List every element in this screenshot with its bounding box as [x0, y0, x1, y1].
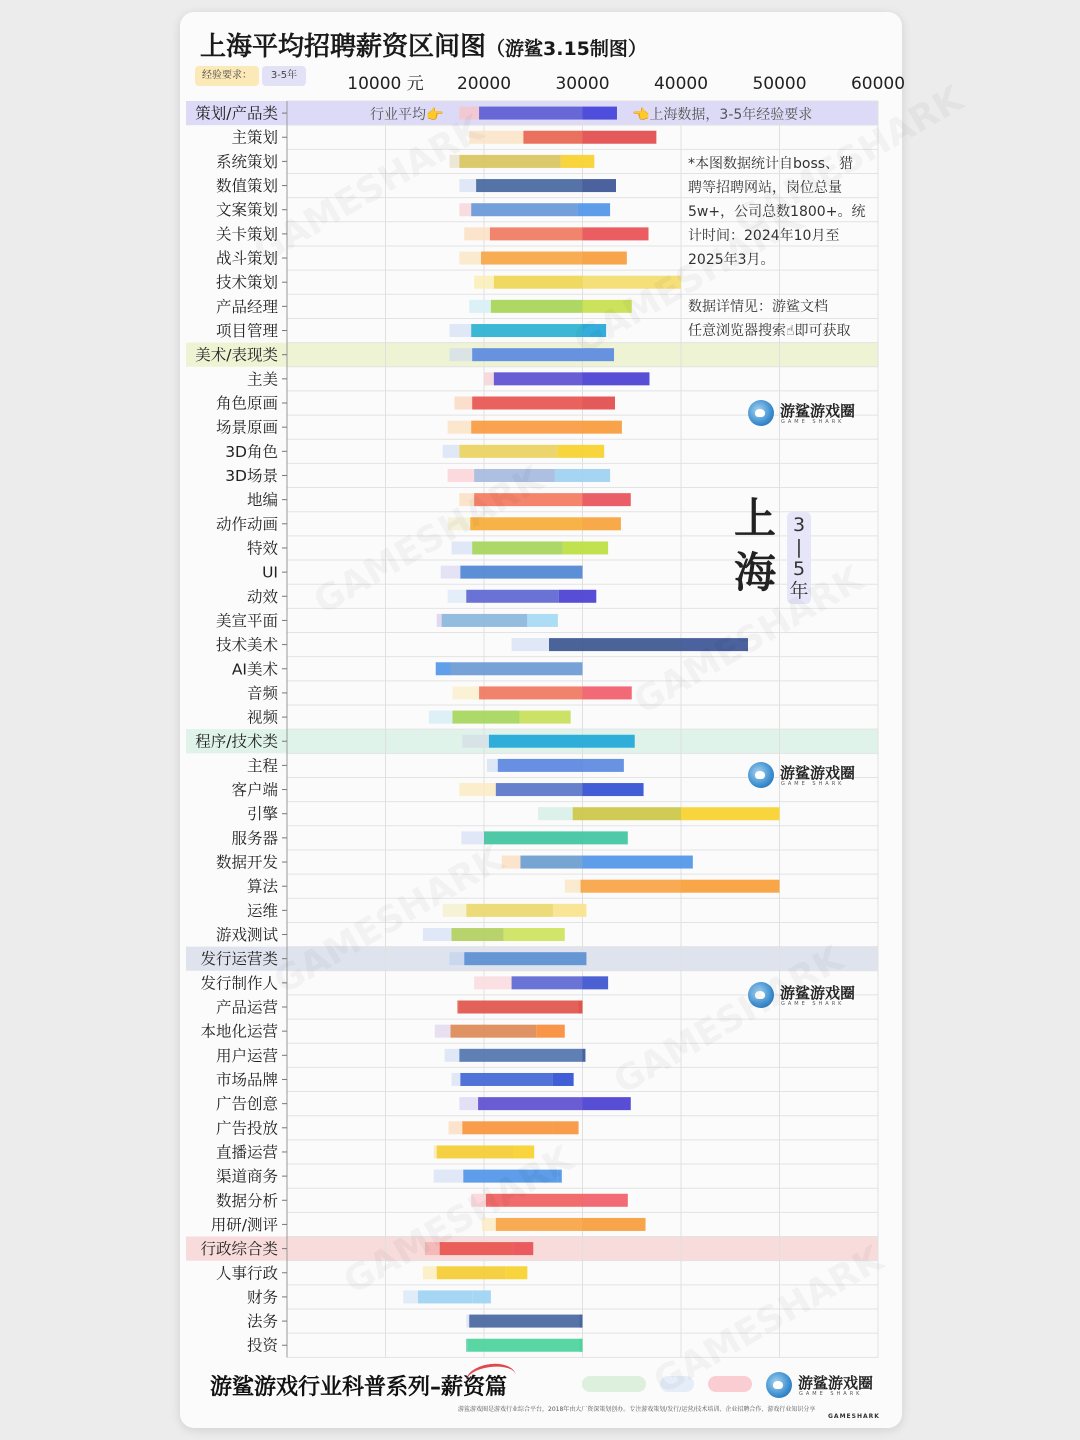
salary-low-bar	[491, 300, 583, 313]
footer-description: 游鲨游戏圈是游戏行业综合平台，2018年由大厂资深策划创办。专注游戏策划/发行/运营/技术培训、企业招聘合作、游戏行业知识分享	[458, 1406, 816, 1413]
salary-high-bar	[563, 541, 608, 554]
salary-high-bar	[681, 807, 780, 820]
gameshark-logo	[748, 398, 866, 430]
salary-high-bar	[580, 1315, 583, 1328]
salary-low-bar	[472, 348, 582, 361]
salary-low-bar	[451, 928, 503, 941]
chart-title-sub: （游鲨3.15制图）	[486, 38, 647, 60]
job-label: 战斗策划	[215, 249, 278, 268]
salary-low-bar	[467, 1339, 582, 1352]
industry-average-bar	[450, 348, 473, 361]
salary-low-bar	[494, 372, 583, 385]
x-tick-label: 10000 元	[347, 74, 424, 94]
salary-high-bar	[583, 421, 622, 434]
job-label: 客户端	[231, 781, 278, 800]
salary-high-bar	[583, 1218, 646, 1231]
industry-average-bar	[445, 1049, 460, 1062]
industry-average-bar	[436, 662, 451, 675]
search-hint-note: 任意浏览器搜索☝即可获取	[688, 323, 851, 339]
footer-logo	[766, 1370, 884, 1402]
industry-average-bar	[434, 1170, 464, 1183]
industry-average-bar	[423, 928, 452, 941]
x-tick-label: 60000	[850, 74, 906, 94]
salary-high-bar	[559, 590, 596, 603]
job-label: 引擎	[246, 805, 278, 824]
x-tick-label: 20000	[456, 74, 512, 94]
job-label: 文案策划	[215, 201, 278, 220]
city-vertical-label	[732, 492, 778, 600]
industry-average-bar	[450, 324, 472, 337]
job-label: 系统策划	[215, 152, 278, 171]
salary-low-bar	[466, 590, 559, 603]
industry-average-bar	[459, 203, 471, 216]
job-label: 本地化运营	[200, 1022, 278, 1041]
salary-high-bar	[519, 711, 570, 724]
salary-low-bar	[496, 783, 583, 796]
salary-low-bar	[472, 541, 563, 554]
logo-en: GAME SHARK	[781, 1001, 845, 1007]
industry-average-bar	[448, 469, 475, 482]
industry-average-bar	[459, 783, 495, 796]
salary-high-bar	[514, 1242, 534, 1255]
category-label: 发行运营类	[200, 950, 278, 969]
gameshark-logo	[748, 760, 866, 792]
industry-average-bar	[487, 759, 498, 772]
job-label: 运维	[246, 901, 278, 920]
salary-low-bar	[489, 735, 583, 748]
salary-low-bar	[494, 276, 583, 289]
salary-low-bar	[479, 686, 582, 699]
job-label: 法务	[246, 1312, 278, 1331]
salary-high-bar	[583, 1049, 586, 1062]
salary-low-bar	[459, 155, 560, 168]
salary-low-bar	[458, 1001, 582, 1014]
blurred-badge	[582, 1376, 646, 1392]
salary-high-bar	[583, 1194, 628, 1207]
shanghai-data-annotation: 👈上海数据，3-5年经验要求	[632, 107, 813, 123]
industry-average-bar	[448, 590, 467, 603]
job-label: 渠道商务	[215, 1167, 278, 1186]
shark-logo-icon	[766, 1372, 792, 1398]
x-tick-label: 40000	[653, 74, 709, 94]
salary-high-bar	[527, 614, 558, 627]
salary-low-bar	[484, 831, 583, 844]
salary-low-bar	[452, 711, 519, 724]
shark-logo-icon	[748, 762, 774, 788]
logo-en: GAME SHARK	[781, 419, 845, 425]
industry-average-bar	[474, 976, 511, 989]
salary-high-bar	[553, 1073, 574, 1086]
salary-high-bar	[583, 686, 632, 699]
exp-char: 年	[789, 580, 809, 602]
salary-high-bar	[583, 179, 616, 192]
note-line: 计时间：2024年10月至	[688, 228, 840, 244]
industry-average-bar	[466, 1315, 469, 1328]
job-label: 动效	[246, 587, 278, 606]
salary-low-bar	[549, 638, 681, 651]
industry-average-bar	[434, 1145, 437, 1158]
salary-low-bar	[418, 1290, 472, 1303]
salary-low-bar	[472, 397, 582, 410]
category-label: 行政综合类	[200, 1240, 278, 1259]
job-label: 人事行政	[215, 1264, 278, 1283]
salary-low-bar	[466, 904, 553, 917]
salary-low-bar	[437, 1266, 506, 1279]
salary-low-bar	[460, 1073, 553, 1086]
industry-average-bar	[448, 421, 472, 434]
salary-low-bar	[573, 807, 681, 820]
industry-average-bar	[459, 1097, 478, 1110]
job-label: 地编	[246, 491, 278, 510]
chart-title-main: 上海平均招聘薪资区间图	[200, 32, 487, 62]
salary-high-bar	[553, 904, 586, 917]
industry-average-bar	[565, 880, 581, 893]
job-label: 数据开发	[215, 853, 278, 872]
salary-low-bar	[512, 976, 583, 989]
job-label: 广告投放	[215, 1119, 278, 1138]
job-label: 数值策划	[215, 177, 278, 196]
salary-high-bar	[583, 397, 616, 410]
salary-high-bar	[583, 493, 631, 506]
industry-average-bar	[466, 1339, 467, 1352]
salary-low-bar	[462, 1121, 553, 1134]
salary-high-bar	[561, 155, 594, 168]
salary-high-bar	[506, 1266, 528, 1279]
salary-high-bar	[681, 880, 780, 893]
footer-series-title: 游鲨游戏行业科普系列–薪资篇	[210, 1375, 508, 1400]
salary-high-bar	[583, 856, 693, 869]
salary-high-bar	[583, 831, 628, 844]
exp-char: 3	[792, 514, 806, 536]
industry-average-bar	[443, 445, 460, 458]
job-label: 广告创意	[215, 1095, 278, 1114]
industry-average-bar	[435, 1025, 451, 1038]
industry-average-bar	[457, 1001, 458, 1014]
industry-average-bar	[441, 566, 461, 579]
category-label: 程序/技术类	[195, 732, 278, 751]
salary-high-bar	[504, 928, 565, 941]
salary-low-bar	[523, 131, 582, 144]
footer-brand: GAMESHARK	[828, 1413, 880, 1420]
job-label: 投资	[246, 1336, 278, 1355]
industry-average-bar	[423, 1266, 437, 1279]
salary-low-bar	[459, 445, 558, 458]
industry-average-bar	[450, 952, 465, 965]
blurred-badge	[708, 1376, 752, 1392]
experience-label: 经验要求：	[195, 66, 259, 86]
salary-low-bar	[464, 952, 549, 965]
salary-high-bar	[578, 203, 611, 216]
salary-high-bar	[583, 976, 609, 989]
salary-high-bar	[583, 252, 627, 265]
industry-average-bar	[403, 1290, 418, 1303]
job-label: 游戏测试	[215, 926, 278, 945]
job-label: 特效	[246, 539, 278, 558]
salary-low-bar	[437, 1145, 514, 1158]
salary-low-bar	[479, 107, 582, 120]
job-label: 产品经理	[215, 297, 278, 316]
job-label: 直播运营	[215, 1143, 278, 1162]
job-label: 主程	[246, 756, 278, 775]
logo-text: 游鲨游戏圈	[780, 764, 856, 782]
note-line: 聘等招聘网站，岗位总量	[688, 180, 842, 196]
salary-low-bar	[451, 1025, 537, 1038]
job-label: 音频	[246, 684, 278, 703]
job-label: 场景原画	[215, 418, 278, 437]
salary-low-bar	[496, 1218, 583, 1231]
logo-text: 游鲨游戏圈	[780, 402, 856, 420]
job-label: 财务	[246, 1288, 278, 1307]
salary-low-bar	[581, 880, 681, 893]
job-label: 视频	[246, 708, 278, 727]
data-detail-note: 数据详情见：游鲨文档	[688, 299, 828, 315]
industry-average-annotation: 行业平均👉	[370, 107, 444, 123]
salary-high-bar	[583, 735, 635, 748]
salary-low-bar	[476, 179, 582, 192]
industry-average-bar	[451, 1073, 460, 1086]
industry-average-bar	[459, 252, 481, 265]
job-label: 技术美术	[215, 636, 278, 655]
industry-average-bar	[459, 179, 476, 192]
job-label: 主策划	[231, 128, 278, 147]
note-line: 2025年3月。	[688, 252, 775, 268]
job-label: 算法	[246, 877, 278, 896]
logo-text: 游鲨游戏圈	[798, 1374, 874, 1392]
note-line: *本图数据统计自boss、猎	[688, 156, 854, 172]
exp-char: 5	[792, 558, 806, 580]
job-label: 美宣平面	[215, 611, 278, 630]
note-line: 5w+，公司总数1800+。统	[688, 204, 866, 220]
industry-average-bar	[484, 372, 494, 385]
salary-high-bar	[549, 952, 586, 965]
job-label: 角色原画	[215, 394, 278, 413]
salary-low-bar	[490, 227, 583, 240]
x-tick-label: 30000	[555, 74, 610, 94]
salary-low-bar	[459, 1049, 582, 1062]
salary-high-bar	[583, 107, 617, 120]
salary-low-bar	[498, 759, 583, 772]
exp-char: |	[795, 536, 803, 558]
logo-text: 游鲨游戏圈	[780, 984, 856, 1002]
job-label: 服务器	[231, 829, 278, 848]
job-label: 用研/测评	[210, 1215, 278, 1234]
industry-average-bar	[452, 686, 479, 699]
job-label: 3D角色	[225, 442, 278, 461]
salary-low-bar	[471, 421, 582, 434]
city-char: 上	[733, 494, 776, 543]
industry-average-bar	[464, 227, 490, 240]
salary-low-bar	[471, 324, 582, 337]
job-label: 动作动画	[215, 515, 278, 534]
job-label: 发行制作人	[200, 974, 278, 993]
logo-en: GAME SHARK	[781, 781, 845, 787]
industry-average-bar	[538, 807, 572, 820]
salary-high-bar	[553, 1121, 579, 1134]
industry-average-bar	[429, 711, 453, 724]
salary-high-bar	[583, 759, 624, 772]
salary-low-bar	[442, 614, 528, 627]
category-label: 美术/表现类	[195, 346, 278, 365]
salary-high-bar	[558, 445, 604, 458]
job-label: 主美	[246, 370, 278, 389]
job-label: 3D场景	[225, 466, 278, 485]
salary-high-bar	[583, 131, 657, 144]
salary-high-bar	[583, 372, 650, 385]
city-char: 海	[733, 548, 776, 597]
salary-high-bar	[580, 1339, 583, 1352]
logo-en: GAME SHARK	[799, 1391, 863, 1397]
job-label: 产品运营	[215, 998, 278, 1017]
salary-high-bar	[583, 517, 621, 530]
salary-high-bar	[472, 1290, 491, 1303]
salary-low-bar	[451, 662, 583, 675]
shark-logo-icon	[748, 400, 774, 426]
salary-high-bar	[583, 227, 649, 240]
x-tick-label: 50000	[752, 74, 807, 94]
salary-high-bar	[536, 1025, 565, 1038]
salary-high-bar	[555, 469, 610, 482]
job-label: 项目管理	[215, 322, 278, 341]
salary-low-bar	[478, 1097, 582, 1110]
experience-value: 3-5年	[262, 66, 306, 86]
salary-low-bar	[460, 566, 582, 579]
salary-high-bar	[579, 1001, 583, 1014]
industry-average-bar	[469, 300, 491, 313]
salary-high-bar	[583, 783, 644, 796]
salary-high-bar	[583, 1097, 631, 1110]
job-label: 技术策划	[215, 273, 278, 292]
industry-average-bar	[449, 1121, 463, 1134]
salary-low-bar	[481, 252, 582, 265]
job-label: 市场品牌	[215, 1070, 278, 1089]
industry-average-bar	[474, 276, 494, 289]
job-label: 用户运营	[215, 1046, 278, 1065]
job-label: AI美术	[231, 660, 278, 679]
category-label: 策划/产品类	[195, 104, 278, 123]
industry-average-bar	[512, 638, 549, 651]
industry-average-bar	[437, 614, 442, 627]
salary-low-bar	[520, 856, 582, 869]
salary-low-bar	[469, 1315, 582, 1328]
salary-low-bar	[471, 203, 577, 216]
job-label: UI	[262, 563, 278, 582]
job-label: 数据分析	[215, 1191, 278, 1210]
job-label: 关卡策划	[215, 225, 278, 244]
industry-average-bar	[454, 397, 472, 410]
industry-average-bar	[462, 735, 489, 748]
